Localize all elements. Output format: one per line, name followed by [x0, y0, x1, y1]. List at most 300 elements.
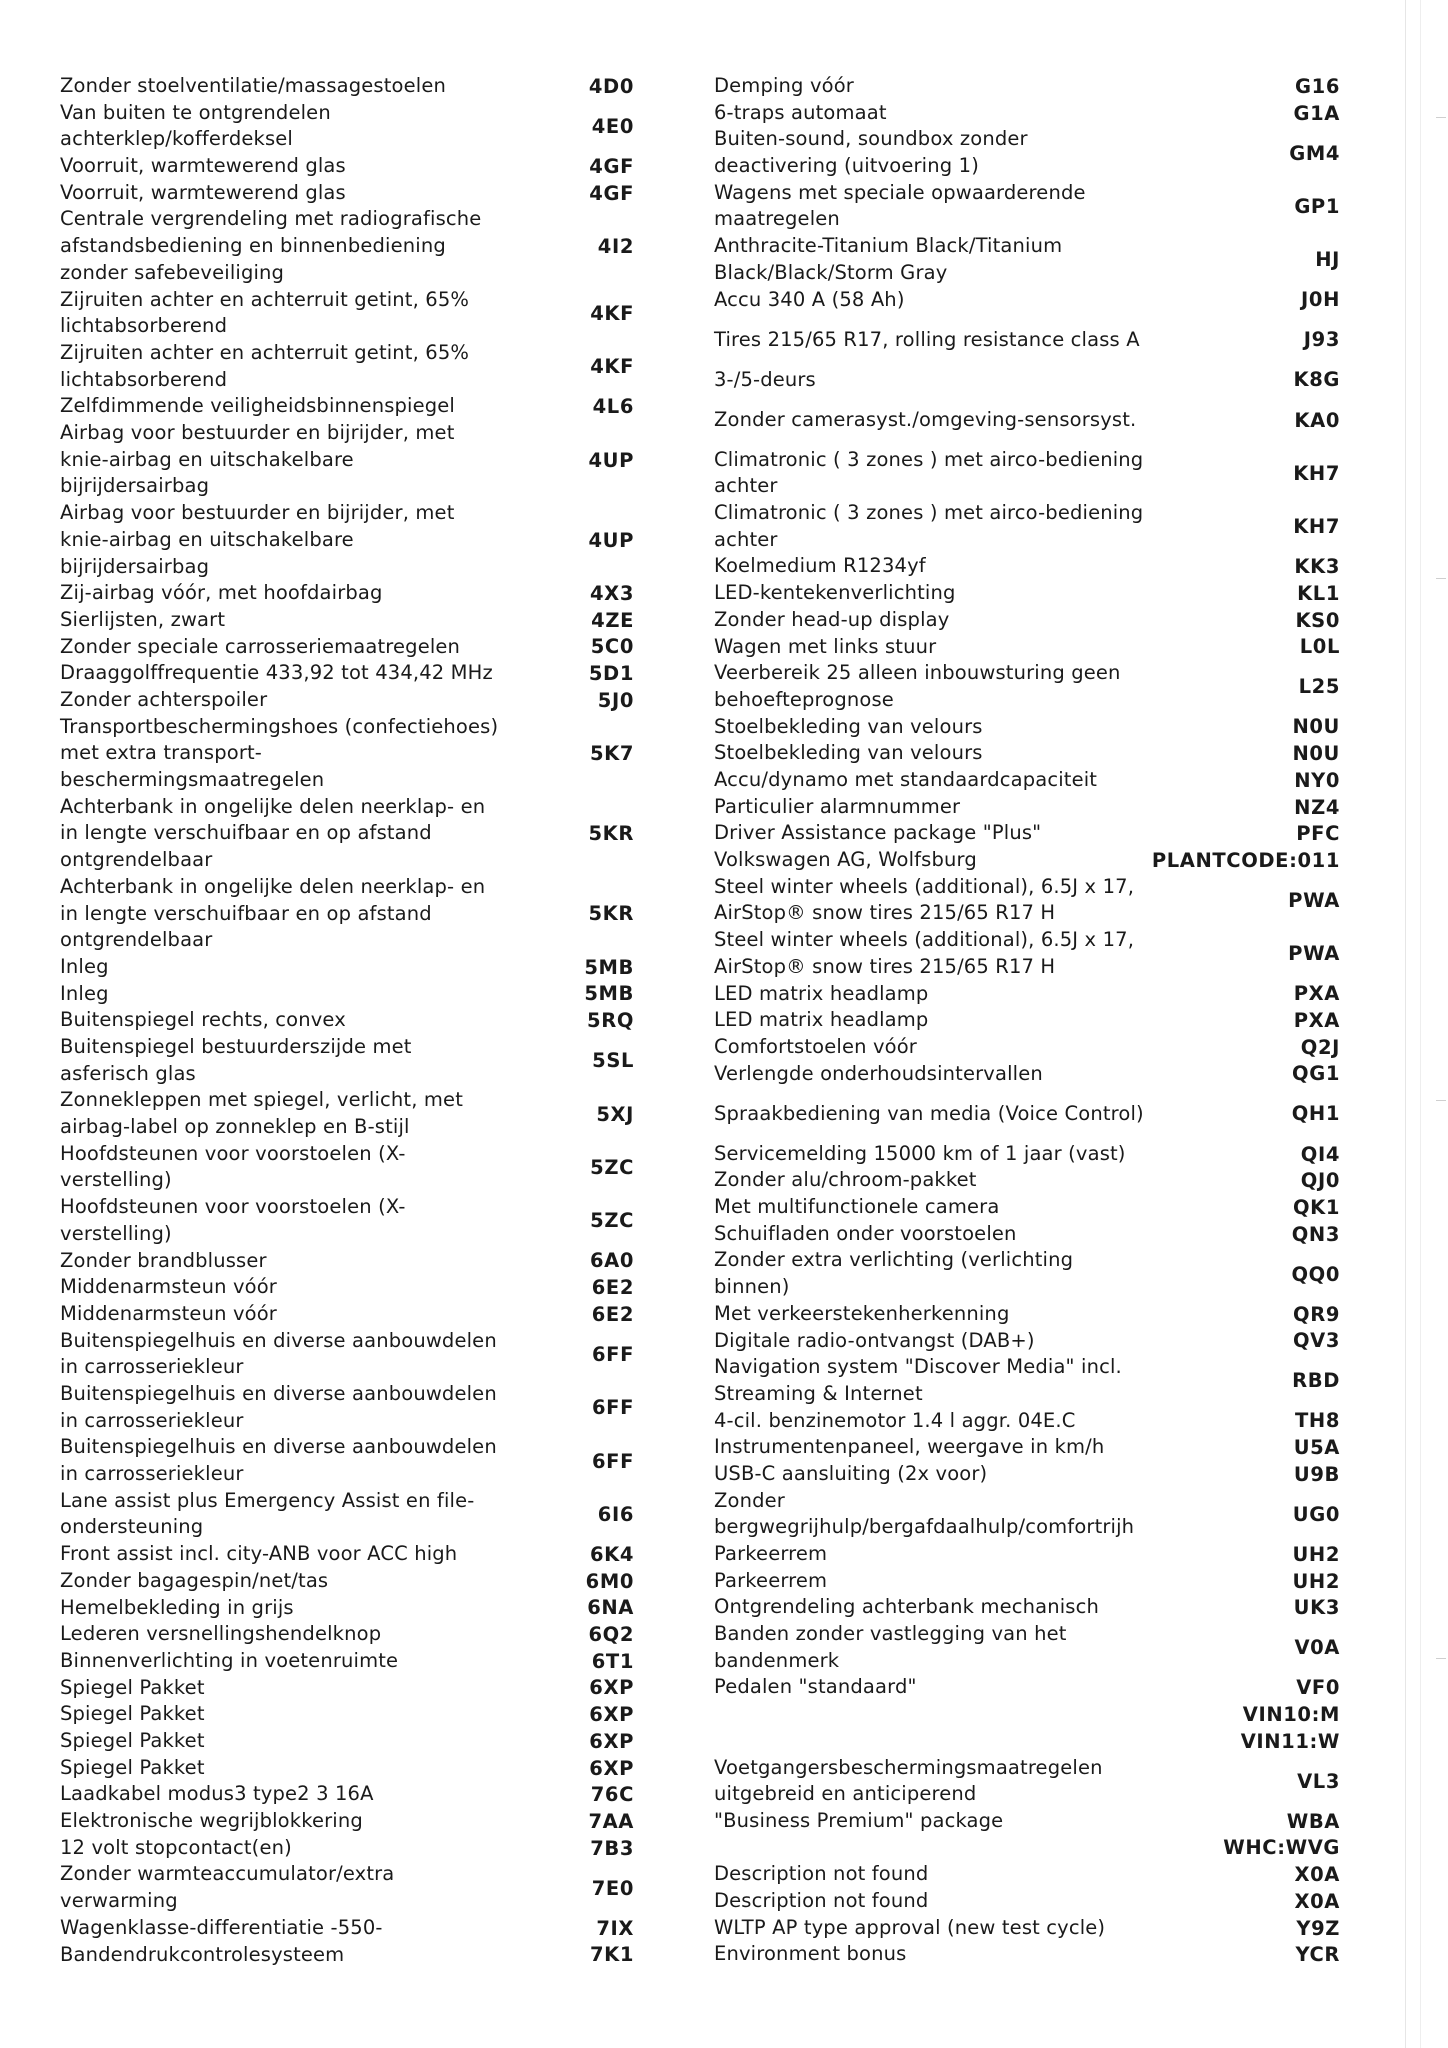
option-row	[714, 1141, 1340, 1168]
option-row	[714, 927, 1340, 980]
option-description: Middenarmsteun vóór	[60, 1301, 277, 1325]
option-description: Navigation system "Discover Media" incl. Streaming & Internet	[714, 1355, 1122, 1405]
option-description: LED matrix headlamp	[714, 981, 929, 1005]
option-row	[714, 794, 1340, 821]
option-description: Verlengde onderhoudsintervallen	[714, 1061, 1043, 1085]
scan-edge-line	[1405, 0, 1406, 2048]
option-row	[60, 634, 690, 661]
option-row	[60, 153, 690, 180]
option-description: Buitenspiegelhuis en diverse aanbouwdelen in carrosseriekleur	[60, 1328, 497, 1379]
option-description: Zonder extra verlichting (verlichting binnen)	[714, 1248, 1074, 1299]
option-description: Buitenspiegelhuis en diverse aanbouwdelen in carrosseriekleur	[60, 1382, 497, 1432]
option-code: VIN11:W	[1240, 1729, 1340, 1753]
option-description: Hoofdsteunen voor voorstoelen (X-verstelling)	[60, 1141, 406, 1192]
scan-edge-tick	[1436, 578, 1446, 579]
option-description: Instrumentenpaneel, weergave in km/h	[714, 1435, 1105, 1459]
option-code: 5ZC	[590, 1155, 634, 1179]
option-code: 4UP	[588, 448, 634, 472]
option-description: Spraakbediening van media (Voice Control)	[714, 1101, 1144, 1125]
option-row	[714, 1674, 1340, 1701]
option-row	[714, 1568, 1340, 1595]
option-row	[60, 660, 690, 687]
option-description: Digitale radio-ontvangst (DAB+)	[714, 1328, 1035, 1352]
option-code: 7K1	[589, 1943, 634, 1967]
option-row	[714, 1194, 1340, 1221]
option-code: 4KF	[590, 301, 634, 325]
option-code: QR9	[1293, 1302, 1340, 1326]
option-row	[714, 1755, 1340, 1808]
option-row	[60, 1328, 690, 1381]
option-description: Zonder stoelventilatie/massagestoelen	[60, 74, 446, 97]
option-row	[714, 287, 1340, 314]
option-description: Volkswagen AG, Wolfsburg	[714, 848, 977, 872]
option-row	[60, 180, 690, 207]
option-row	[714, 874, 1340, 927]
option-description: Particulier alarmnummer	[714, 794, 961, 818]
option-description: "Business Premium" package	[714, 1808, 1004, 1832]
option-description: Banden zonder vastlegging van het bandenmerk	[714, 1622, 1067, 1672]
option-code: 6FF	[591, 1449, 634, 1473]
option-row	[60, 1488, 690, 1541]
option-description: Accu 340 A (58 Ah)	[714, 287, 905, 311]
option-code: 6A0	[589, 1249, 634, 1273]
option-code: KH7	[1293, 461, 1340, 485]
option-row	[60, 607, 690, 634]
option-row	[60, 1781, 690, 1808]
option-description: Spiegel Pakket	[60, 1675, 205, 1699]
option-row	[714, 607, 1340, 634]
option-row	[714, 313, 1340, 366]
option-row	[60, 287, 690, 340]
option-description: Elektronische wegrijblokkering	[60, 1809, 363, 1833]
option-description: Buiten-sound, soundbox zonder deactivering (uitvoering 1)	[714, 127, 1028, 178]
option-row	[714, 1541, 1340, 1568]
option-description: Accu/dynamo met standaardcapaciteit	[714, 768, 1098, 791]
option-description: 6-traps automaat	[714, 100, 887, 124]
option-row	[60, 500, 690, 580]
option-code: UH2	[1292, 1542, 1340, 1566]
option-description: Stoelbekleding van velours	[714, 741, 983, 765]
option-code: 5ZC	[590, 1209, 634, 1233]
option-row	[60, 1648, 690, 1675]
option-row	[714, 1594, 1340, 1621]
option-code: N0U	[1292, 742, 1340, 766]
option-code: 6NA	[587, 1596, 634, 1620]
option-description: Wagen met links stuur	[714, 634, 937, 658]
option-description: Draaggolffrequentie 433,92 tot 434,42 MHz	[60, 661, 493, 685]
option-code: 4ZE	[591, 608, 634, 632]
option-description: Achterbank in ongelijke delen neerklap- en in lengte verschuifbaar en op afstand ontgrendelbaar	[60, 874, 486, 952]
option-description: Zelfdimmende veiligheidsbinnenspiegel	[60, 394, 455, 418]
option-code: X0A	[1294, 1863, 1340, 1887]
option-code: 6T1	[591, 1649, 634, 1673]
option-description: Schuifladen onder voorstoelen	[714, 1221, 1017, 1245]
option-description: Zonder warmteaccumulator/extra verwarming	[60, 1862, 395, 1913]
option-code: VIN10:M	[1242, 1703, 1340, 1727]
option-code: 4UP	[588, 528, 634, 552]
option-description: Voorruit, warmtewerend glas	[60, 154, 346, 178]
option-description: Achterbank in ongelijke delen neerklap- en in lengte verschuifbaar en op afstand ontgrendelbaar	[60, 794, 486, 872]
option-description: Climatronic ( 3 zones ) met airco-bediening achter	[714, 447, 1144, 498]
option-description: Zonder bergwegrijhulp/bergafdaalhulp/comfortrijh	[714, 1488, 1135, 1539]
option-description: Demping vóór	[714, 74, 854, 97]
scan-edge-tick	[1436, 1100, 1446, 1101]
option-code: KK3	[1294, 555, 1340, 579]
option-row	[714, 100, 1340, 127]
option-description: Climatronic ( 3 zones ) met airco-bediening achter	[714, 501, 1144, 551]
option-row	[60, 1835, 690, 1862]
option-row	[714, 634, 1340, 661]
option-description: Sierlijsten, zwart	[60, 607, 226, 631]
option-code: 4KF	[590, 355, 634, 379]
option-description: WLTP AP type approval (new test cycle)	[714, 1915, 1106, 1939]
option-code: 6FF	[591, 1342, 634, 1366]
option-row	[714, 73, 1340, 100]
option-row	[60, 1568, 690, 1595]
option-description: Hemelbekleding in grijs	[60, 1595, 294, 1619]
option-description: Description not found	[714, 1862, 929, 1886]
option-code: 6XP	[589, 1676, 634, 1700]
option-row	[60, 1194, 690, 1247]
option-row	[60, 1701, 690, 1728]
option-description: Zonder camerasyst./omgeving-sensorsyst.	[714, 407, 1137, 431]
option-description: Driver Assistance package "Plus"	[714, 821, 1042, 845]
option-code: 4L6	[592, 395, 634, 419]
option-description: Buitenspiegel bestuurderszijde met asferisch glas	[60, 1034, 412, 1085]
option-code: QG1	[1292, 1062, 1340, 1086]
option-code: 5J0	[597, 688, 634, 712]
option-row	[714, 180, 1340, 233]
option-code: RBD	[1292, 1369, 1340, 1393]
option-row	[714, 1835, 1340, 1862]
option-code: 5KR	[588, 822, 634, 846]
option-row	[60, 1808, 690, 1835]
option-row	[714, 1087, 1340, 1140]
option-code: U9B	[1293, 1462, 1340, 1486]
option-code: GM4	[1289, 141, 1340, 165]
option-row	[714, 1354, 1340, 1407]
option-description: LED matrix headlamp	[714, 1008, 929, 1032]
option-row	[714, 1941, 1340, 1968]
option-row	[60, 1141, 690, 1194]
option-code: QK1	[1292, 1195, 1340, 1219]
option-description: Laadkabel modus3 type2 3 16A	[60, 1782, 374, 1806]
option-description: Description not found	[714, 1889, 929, 1912]
option-row	[60, 981, 690, 1008]
option-row	[60, 340, 690, 393]
option-description: Middenarmsteun vóór	[60, 1275, 277, 1299]
option-code: 5MB	[584, 955, 634, 979]
option-row	[60, 687, 690, 714]
option-row	[714, 367, 1340, 394]
option-code: KS0	[1295, 608, 1340, 632]
option-row	[60, 874, 690, 954]
option-code: TH8	[1295, 1409, 1340, 1433]
option-description: Steel winter wheels (additional), 6.5J x 17, AirStop® snow tires 215/65 R17 H	[714, 928, 1135, 978]
option-description: Stoelbekleding van velours	[714, 714, 983, 738]
option-code: 5MB	[584, 982, 634, 1006]
option-description: Zonder bagagespin/net/tas	[60, 1568, 329, 1592]
option-description: Airbag voor bestuurder en bijrijder, met knie-airbag en uitschakelbare bijrijdersairbag	[60, 501, 455, 578]
option-description: Wagens met speciale opwaarderende maatregelen	[714, 180, 1086, 231]
option-description: Met verkeerstekenherkenning	[714, 1301, 1010, 1325]
option-description: Pedalen "standaard"	[714, 1675, 917, 1699]
option-row	[60, 794, 690, 874]
option-row	[60, 1248, 690, 1275]
option-code: J0H	[1301, 288, 1340, 312]
option-description: Airbag voor bestuurder en bijrijder, met knie-airbag en uitschakelbare bijrijdersairbag	[60, 421, 455, 498]
option-description: Lederen versnellingshendelknop	[60, 1622, 382, 1646]
option-row	[714, 1247, 1340, 1300]
option-code: L25	[1298, 675, 1340, 699]
option-description: Binnenverlichting in voetenruimte	[60, 1648, 399, 1672]
option-row	[60, 1755, 690, 1782]
option-code: 7E0	[591, 1876, 634, 1900]
option-row	[60, 580, 690, 607]
option-row	[714, 1461, 1340, 1488]
option-row	[714, 1007, 1340, 1034]
option-code: U5A	[1293, 1436, 1340, 1460]
option-code: QQ0	[1291, 1262, 1340, 1286]
option-code: 6E2	[591, 1302, 634, 1326]
option-row	[714, 1328, 1340, 1355]
option-description: Anthracite-Titanium Black/Titanium Black/Black/Storm Gray	[714, 234, 1063, 284]
option-code: 6FF	[591, 1396, 634, 1420]
option-code: L0L	[1299, 635, 1340, 659]
option-description: Zonder alu/chroom-pakket	[714, 1168, 977, 1192]
option-code: 6XP	[589, 1703, 634, 1727]
option-row	[60, 1541, 690, 1568]
option-row	[60, 1861, 690, 1914]
option-code: 4E0	[591, 114, 634, 138]
option-code: 4D0	[588, 74, 634, 98]
option-row	[714, 1915, 1340, 1942]
option-code: 5D1	[588, 662, 634, 686]
option-description: Transportbeschermingshoes (confectiehoes) met extra transport-beschermingsmaatregelen	[60, 714, 499, 792]
option-row	[714, 1301, 1340, 1328]
option-code: 6XP	[589, 1729, 634, 1753]
option-description: USB-C aansluiting (2x voor)	[714, 1461, 988, 1485]
option-row	[714, 1621, 1340, 1674]
option-code: 5K7	[589, 742, 634, 766]
option-row	[60, 1034, 690, 1087]
option-description: Van buiten te ontgrendelen achterklep/kofferdeksel	[60, 100, 331, 151]
option-row	[714, 126, 1340, 179]
option-code: YCR	[1295, 1943, 1340, 1967]
option-row	[714, 660, 1340, 713]
option-row	[60, 1621, 690, 1648]
option-code: KL1	[1297, 582, 1340, 606]
option-description: Veerbereik 25 alleen inbouwsturing geen behoefteprognose	[714, 661, 1121, 711]
option-code: K8G	[1293, 368, 1340, 392]
option-description: Servicemelding 15000 km of 1 jaar (vast)	[714, 1141, 1126, 1165]
left-options-column	[60, 73, 690, 1968]
option-description: Voetgangersbeschermingsmaatregelen uitgebreid en anticiperend	[714, 1755, 1103, 1806]
right-options-column	[714, 73, 1340, 1968]
option-description: Buitenspiegelhuis en diverse aanbouwdelen in carrosseriekleur	[60, 1435, 497, 1486]
option-code: NZ4	[1294, 795, 1340, 819]
option-code: 7IX	[596, 1916, 634, 1940]
option-description: Wagenklasse-differentiatie -550-	[60, 1915, 383, 1939]
option-row	[60, 1728, 690, 1755]
option-description: Inleg	[60, 954, 109, 978]
option-description: Lane assist plus Emergency Assist en file-ondersteuning	[60, 1488, 475, 1539]
option-row	[714, 500, 1340, 553]
option-code: HJ	[1315, 248, 1340, 272]
option-row	[714, 1861, 1340, 1888]
option-row	[60, 206, 690, 286]
option-code: 5RQ	[587, 1009, 634, 1033]
option-description: Zij-airbag vóór, met hoofdairbag	[60, 581, 383, 605]
option-row	[714, 580, 1340, 607]
option-code: UH2	[1292, 1569, 1340, 1593]
option-row	[714, 1167, 1340, 1194]
option-code: 4GF	[589, 154, 634, 178]
option-description: 3-/5-deurs	[714, 367, 816, 391]
option-code: Y9Z	[1296, 1916, 1340, 1940]
option-code: QV3	[1292, 1329, 1340, 1353]
option-row	[60, 1274, 690, 1301]
option-row	[60, 1007, 690, 1034]
scan-edge-tick	[1436, 117, 1446, 118]
option-row	[714, 981, 1340, 1008]
option-row	[60, 100, 690, 153]
option-row	[714, 393, 1340, 446]
option-code: 6XP	[589, 1756, 634, 1780]
option-row	[714, 1408, 1340, 1435]
option-code: PWA	[1288, 888, 1340, 912]
scan-edge-line	[1420, 0, 1421, 2048]
option-description: Environment bonus	[714, 1942, 907, 1966]
option-description: Zonder achterspoiler	[60, 687, 268, 711]
option-code: KA0	[1294, 408, 1340, 432]
option-row	[60, 1942, 690, 1969]
option-code: 5SL	[592, 1049, 634, 1073]
option-row	[60, 1434, 690, 1487]
scan-edge-tick	[1436, 1658, 1446, 1659]
option-code: QN3	[1291, 1222, 1340, 1246]
option-code: J93	[1303, 328, 1340, 352]
option-code: WBA	[1286, 1809, 1340, 1833]
option-code: G16	[1295, 74, 1340, 98]
option-row	[714, 1701, 1340, 1728]
option-row	[60, 714, 690, 794]
option-row	[714, 847, 1340, 874]
option-description: Zonder speciale carrosseriemaatregelen	[60, 634, 461, 658]
option-row	[714, 820, 1340, 847]
option-description: Met multifunctionele camera	[714, 1195, 1000, 1219]
option-code: UK3	[1293, 1596, 1340, 1620]
option-row	[714, 1728, 1340, 1755]
option-code: N0U	[1292, 715, 1340, 739]
option-row	[60, 420, 690, 500]
option-row	[714, 447, 1340, 500]
option-row	[60, 73, 690, 100]
option-code: 76C	[590, 1783, 634, 1807]
option-description: Parkeerrem	[714, 1542, 828, 1566]
option-description: Zijruiten achter en achterruit getint, 65% lichtabsorberend	[60, 340, 470, 391]
option-description: 4-cil. benzinemotor 1.4 l aggr. 04E.C	[714, 1408, 1076, 1432]
option-code: PXA	[1293, 1009, 1340, 1033]
option-row	[60, 1915, 690, 1942]
option-code: 7AA	[588, 1809, 634, 1833]
option-description: Hoofdsteunen voor voorstoelen (X-verstelling)	[60, 1195, 406, 1245]
option-row	[60, 1087, 690, 1140]
option-row	[714, 1488, 1340, 1541]
option-row	[714, 233, 1340, 286]
option-row	[60, 1301, 690, 1328]
option-code: 6K4	[589, 1543, 634, 1567]
option-code: PWA	[1288, 942, 1340, 966]
option-code: 5KR	[588, 902, 634, 926]
option-row	[714, 740, 1340, 767]
option-row	[714, 1061, 1340, 1088]
option-code: 6E2	[591, 1276, 634, 1300]
option-description: Tires 215/65 R17, rolling resistance class A	[714, 327, 1140, 351]
option-row	[60, 954, 690, 981]
option-row	[714, 1221, 1340, 1248]
option-code: 6I6	[597, 1502, 634, 1526]
option-row	[714, 714, 1340, 741]
option-description: Parkeerrem	[714, 1568, 828, 1592]
option-code: G1A	[1293, 101, 1340, 125]
option-row	[60, 393, 690, 420]
option-description: Voorruit, warmtewerend glas	[60, 180, 346, 204]
option-code: WHC:WVG	[1223, 1836, 1340, 1860]
option-code: X0A	[1294, 1889, 1340, 1913]
option-code: UG0	[1292, 1502, 1340, 1526]
option-description: Comfortstoelen vóór	[714, 1034, 917, 1058]
option-code: 5C0	[590, 635, 634, 659]
option-row	[60, 1381, 690, 1434]
option-description: Zonnekleppen met spiegel, verlicht, met airbag-label op zonneklep en B-stijl	[60, 1088, 464, 1139]
option-description: LED-kentekenverlichting	[714, 581, 956, 605]
option-description: Zonder head-up display	[714, 607, 950, 631]
option-code: PXA	[1293, 982, 1340, 1006]
option-code: PLANTCODE:011	[1151, 848, 1340, 872]
option-description: Buitenspiegel rechts, convex	[60, 1008, 346, 1032]
option-code: GP1	[1294, 194, 1340, 218]
option-row	[60, 1675, 690, 1702]
option-code: 5XJ	[596, 1102, 634, 1126]
option-code: QH1	[1291, 1102, 1340, 1126]
option-description: Ontgrendeling achterbank mechanisch	[714, 1595, 1099, 1619]
option-row	[714, 1808, 1340, 1835]
option-code: KH7	[1293, 515, 1340, 539]
option-code: QI4	[1300, 1142, 1340, 1166]
option-row	[714, 553, 1340, 580]
option-row	[60, 1595, 690, 1622]
option-code: 4GF	[589, 181, 634, 205]
option-row	[714, 1888, 1340, 1915]
option-code: VL3	[1297, 1769, 1340, 1793]
option-description: Spiegel Pakket	[60, 1755, 205, 1779]
option-description: Spiegel Pakket	[60, 1728, 205, 1752]
option-description: Koelmedium R1234yf	[714, 554, 926, 578]
option-description: Bandendrukcontrolesysteem	[60, 1942, 345, 1966]
option-code: QJ0	[1300, 1169, 1340, 1193]
option-code: PFC	[1296, 822, 1340, 846]
option-row	[714, 1434, 1340, 1461]
option-row	[714, 1034, 1340, 1061]
option-code: 4I2	[597, 235, 634, 258]
option-description: Steel winter wheels (additional), 6.5J x 17, AirStop® snow tires 215/65 R17 H	[714, 874, 1135, 925]
option-code: 6Q2	[588, 1623, 634, 1647]
option-description: Centrale vergrendeling met radiografische afstandsbediening en binnenbediening zonder safebeveiliging	[60, 207, 482, 284]
option-code: 7B3	[590, 1836, 634, 1860]
option-row	[714, 767, 1340, 794]
option-description: Front assist incl. city-ANB voor ACC high	[60, 1542, 458, 1566]
